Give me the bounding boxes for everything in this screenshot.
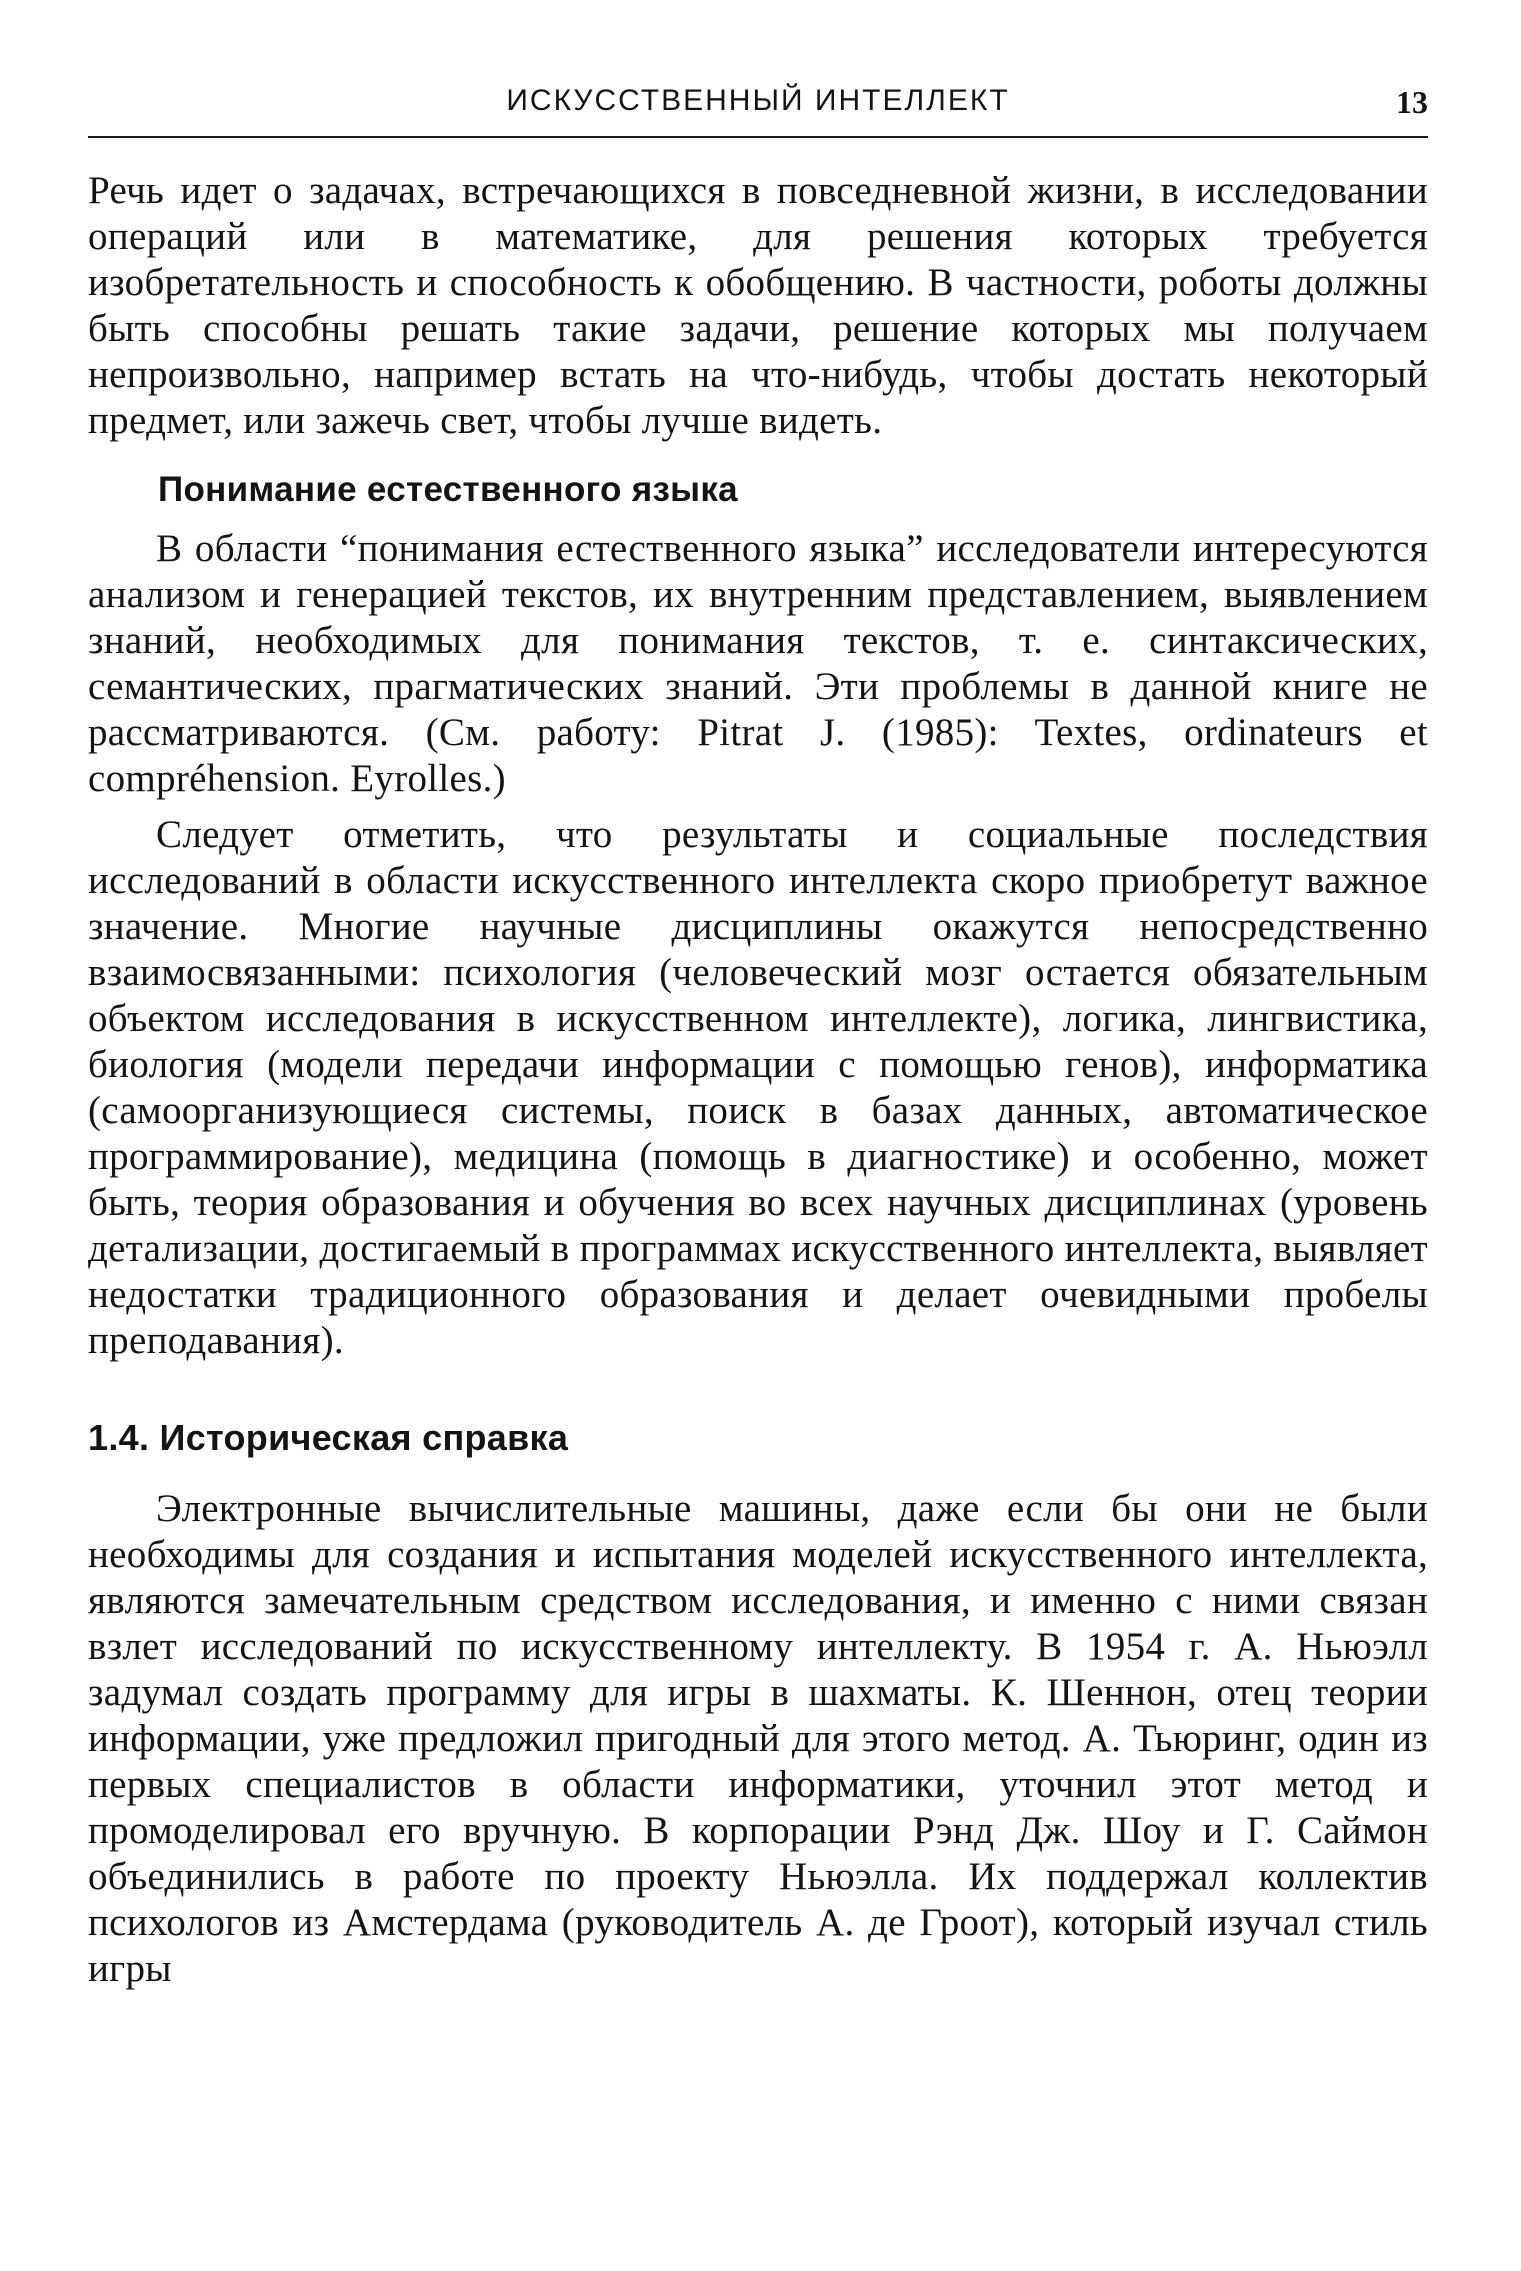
page-body	[88, 168, 1428, 1992]
paragraph-3: Следует отметить, что результаты и социальные последствия исследований в области искусственного интеллекта скоро приобретут важное значение. Многие научные дисциплины окажутся непосредственно взаимосвязанными: психология (человеческий мозг остается обязательным объектом исследования в искусственном интеллекте), логика, лингвистика, биология (модели передачи информации с помощью генов), информатика (самоорганизующиеся системы, поиск в базах данных, автоматическое программирование), медицина (помощь в диагностике) и особенно, может быть, теория образования и обучения во всех научных дисциплинах (уровень детализации, достигаемый в программах искусственного интеллекта, выявляет недостатки традиционного образования и делает очевидными пробелы преподавания).	[88, 813, 1428, 1362]
page-header	[88, 80, 1428, 138]
paragraph-4: Электронные вычислительные машины, даже если бы они не были необходимы для создания и испытания моделей искусственного интеллекта, являются замечательным средством исследования, и именно с ними связан взлет исследований по искусственному интеллекту. В 1954 г. А. Ньюэлл задумал создать программу для игры в шахматы. К. Шеннон, отец теории информации, уже предложил пригодный для этого метод. А. Тьюринг, один из первых специалистов в области информатики, уточнил этот метод и промоделировал его вручную. В корпорации Рэнд Дж. Шоу и Г. Саймон объединились в работе по проекту Ньюэлла. Их поддержал коллектив психологов из Амстердама (руководитель А. де Гроот), который изучал стиль игры	[88, 1487, 1428, 1990]
paragraph-1: Речь идет о задачах, встречающихся в повседневной жизни, в исследовании операций или в математике, для решения которых требуется изобретательность и способность к обобщению. В частности, роботы должны быть способны решать такие задачи, решение которых мы получаем непроизвольно, например встать на что-нибудь, чтобы достать некоторый предмет, или зажечь свет, чтобы лучше видеть.	[88, 169, 1428, 442]
running-head: ИСКУССТВЕННЫЙ ИНТЕЛЛЕКТ	[506, 84, 1010, 117]
page-number: 13	[1396, 84, 1428, 120]
section-heading-1-4: 1.4. Историческая справка	[88, 1417, 569, 1458]
paragraph-2: В области “понимания естественного языка” исследователи интересуются анализом и генерацией текстов, их внутренним представлением, выявлением знаний, необходимых для понимания текстов, т. е. синтаксических, семантических, прагматических знаний. Эти проблемы в данной книге не рассматриваются. (См. работу: Pitrat J. (1985): Textes, ordinateurs et compréhension. Eyrolles.)	[88, 527, 1428, 800]
subheading-natural-language: Понимание естественного языка	[158, 470, 738, 509]
